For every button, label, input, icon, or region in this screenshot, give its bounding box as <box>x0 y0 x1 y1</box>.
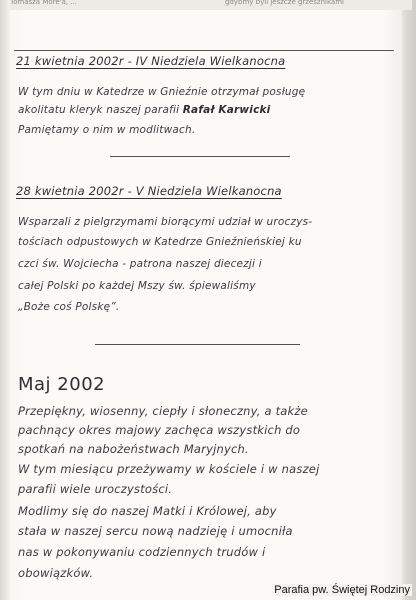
may-line-1: Przepiękny, wiosenny, ciepły i słoneczny, a także <box>18 404 308 418</box>
bleed-text-left: Tomasza More'a, ... <box>10 0 78 6</box>
may-line-6: Modlimy się do naszej Matki i Królowej, aby <box>18 504 277 518</box>
may-line-8: nas w pokonywaniu codziennych trudów i <box>18 545 266 559</box>
bleed-text-right: gdybmy byli jeszcze grzesznikami <box>225 0 344 6</box>
may-line-9: obowiązków. <box>18 566 94 580</box>
entry2-line-5: „Boże coś Polskę”. <box>18 301 120 313</box>
may-line-2: pachnący okres majowy zachęca wszystkich do <box>18 423 301 437</box>
may-line-3: spotkań na nabożeństwach Maryjnych. <box>18 442 249 456</box>
entry1-line-2-text: akolitatu kleryk naszej parafii <box>18 104 183 116</box>
entry1-line-1: W tym dniu w Katedrze w Gnieźnie otrzymał posługę <box>18 86 306 98</box>
entry2-separator <box>95 344 300 345</box>
page-binding <box>0 0 10 600</box>
page-edge <box>402 0 416 600</box>
entry1-top-rule <box>14 50 394 51</box>
source-caption: Parafia pw. Świętej Rodziny <box>274 584 410 596</box>
may-line-7: stała w naszej sercu nową nadzieję i umocniła <box>18 524 293 538</box>
entry2-line-4: całej Polski po każdej Mszy św. śpiewaliśmy <box>18 280 256 292</box>
entry2-line-3: czci św. Wojciecha - patrona naszej diecezji i <box>18 258 262 270</box>
entry1-line-2 <box>18 104 270 116</box>
entry1-separator <box>110 156 290 157</box>
entry2-line-2: tościach odpustowych w Katedrze Gnieźnieńskiej ku <box>18 236 302 248</box>
entry1-person-name: Rafał Karwicki <box>182 104 271 116</box>
entry2-title: 28 kwietnia 2002r - V Niedziela Wielkanocna <box>16 184 282 198</box>
may-line-5: parafii wiele uroczystości. <box>18 482 173 496</box>
entry1-line-3: Pamiętamy o nim w modlitwach. <box>18 124 196 136</box>
previous-page-strip <box>10 0 412 10</box>
may-line-4: W tym miesiącu przeżywamy w kościele i w naszej <box>18 462 320 476</box>
entry2-line-1: Wsparzali z pielgrzymami biorącymi udział w uroczys- <box>18 216 313 228</box>
month-heading: Maj 2002 <box>18 374 106 395</box>
entry1-title: 21 kwietnia 2002r - IV Niedziela Wielkanocna <box>16 54 286 68</box>
